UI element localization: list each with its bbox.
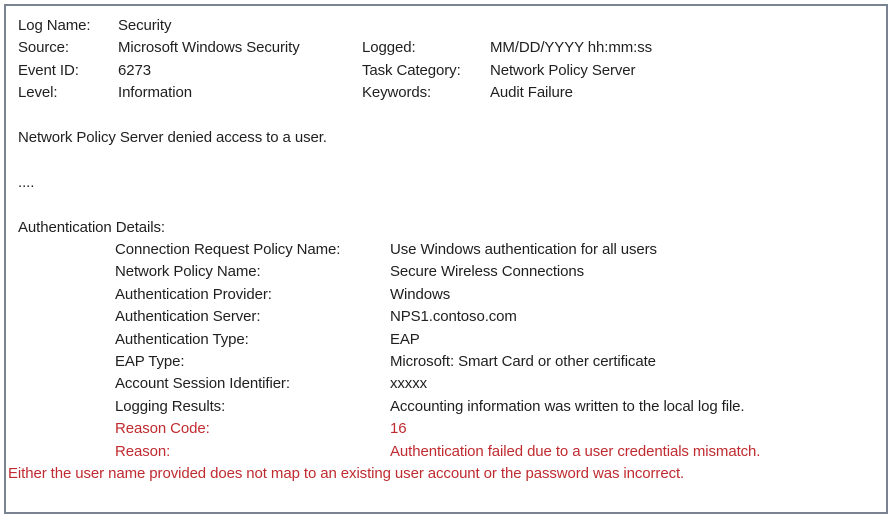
header-row <box>18 37 876 59</box>
event-header <box>18 15 876 105</box>
detail-row <box>18 261 876 283</box>
spacer <box>18 105 876 127</box>
detail-row-reason-code <box>18 418 876 440</box>
spacer <box>18 149 876 171</box>
event-log-panel <box>4 4 888 514</box>
detail-row <box>18 329 876 351</box>
detail-label: Authentication Provider: <box>115 285 272 303</box>
detail-value: Microsoft: Smart Card or other certificate <box>390 353 656 371</box>
field-value: MM/DD/YYYY hh:mm:ss <box>490 39 653 57</box>
header-row <box>18 82 876 104</box>
field-label: Source: <box>18 39 69 57</box>
detail-value: 16 <box>390 420 407 438</box>
event-description: Network Policy Server denied access to a user. <box>18 129 327 147</box>
field-label: Log Name: <box>18 17 91 34</box>
detail-label: Reason: <box>115 442 171 460</box>
field-label: Event ID: <box>18 61 79 79</box>
detail-label: EAP Type: <box>115 353 185 371</box>
detail-label: Connection Request Policy Name: <box>115 241 341 259</box>
detail-row <box>18 284 876 306</box>
section-title: Authentication Details: <box>18 218 165 236</box>
detail-label: Network Policy Name: <box>115 263 261 281</box>
detail-label: Authentication Type: <box>115 330 249 348</box>
detail-value: xxxxx <box>390 375 428 393</box>
detail-value: Windows <box>390 285 451 303</box>
field-value: Information <box>118 84 192 102</box>
header-row <box>18 60 876 82</box>
detail-value: Use Windows authentication for all users <box>390 241 657 259</box>
field-value: 6273 <box>118 61 151 79</box>
field-label: Task Category: <box>362 61 461 79</box>
detail-value: NPS1.contoso.com <box>390 308 517 326</box>
detail-value: EAP <box>390 330 420 348</box>
detail-label: Logging Results: <box>115 397 226 415</box>
detail-row-reason <box>18 441 876 463</box>
footer-note: Either the user name provided does not map to an existing user account or the password was incorrect. <box>8 465 685 483</box>
field-label: Logged: <box>362 39 416 57</box>
detail-label: Authentication Server: <box>115 308 261 326</box>
authentication-details-list <box>18 239 876 463</box>
detail-value: Secure Wireless Connections <box>390 263 585 281</box>
header-row <box>18 15 876 37</box>
ellipsis-text: .... <box>18 173 35 191</box>
detail-value: Authentication failed due to a user credentials mismatch. <box>390 442 761 460</box>
detail-row <box>18 306 876 328</box>
field-value: Network Policy Server <box>490 61 636 79</box>
field-value: Microsoft Windows Security <box>118 39 300 57</box>
field-label: Level: <box>18 84 58 102</box>
detail-row <box>18 396 876 418</box>
detail-label: Account Session Identifier: <box>115 375 290 393</box>
field-label: Keywords: <box>362 84 432 102</box>
field-value: Audit Failure <box>490 84 573 102</box>
spacer <box>18 194 876 216</box>
field-label <box>362 15 490 37</box>
detail-label: Reason Code: <box>115 420 210 438</box>
detail-row <box>18 351 876 373</box>
field-value: Security <box>118 17 172 34</box>
detail-row <box>18 373 876 395</box>
detail-row <box>18 239 876 261</box>
field-value <box>490 15 876 37</box>
detail-value: Accounting information was written to the local log file. <box>390 397 745 415</box>
